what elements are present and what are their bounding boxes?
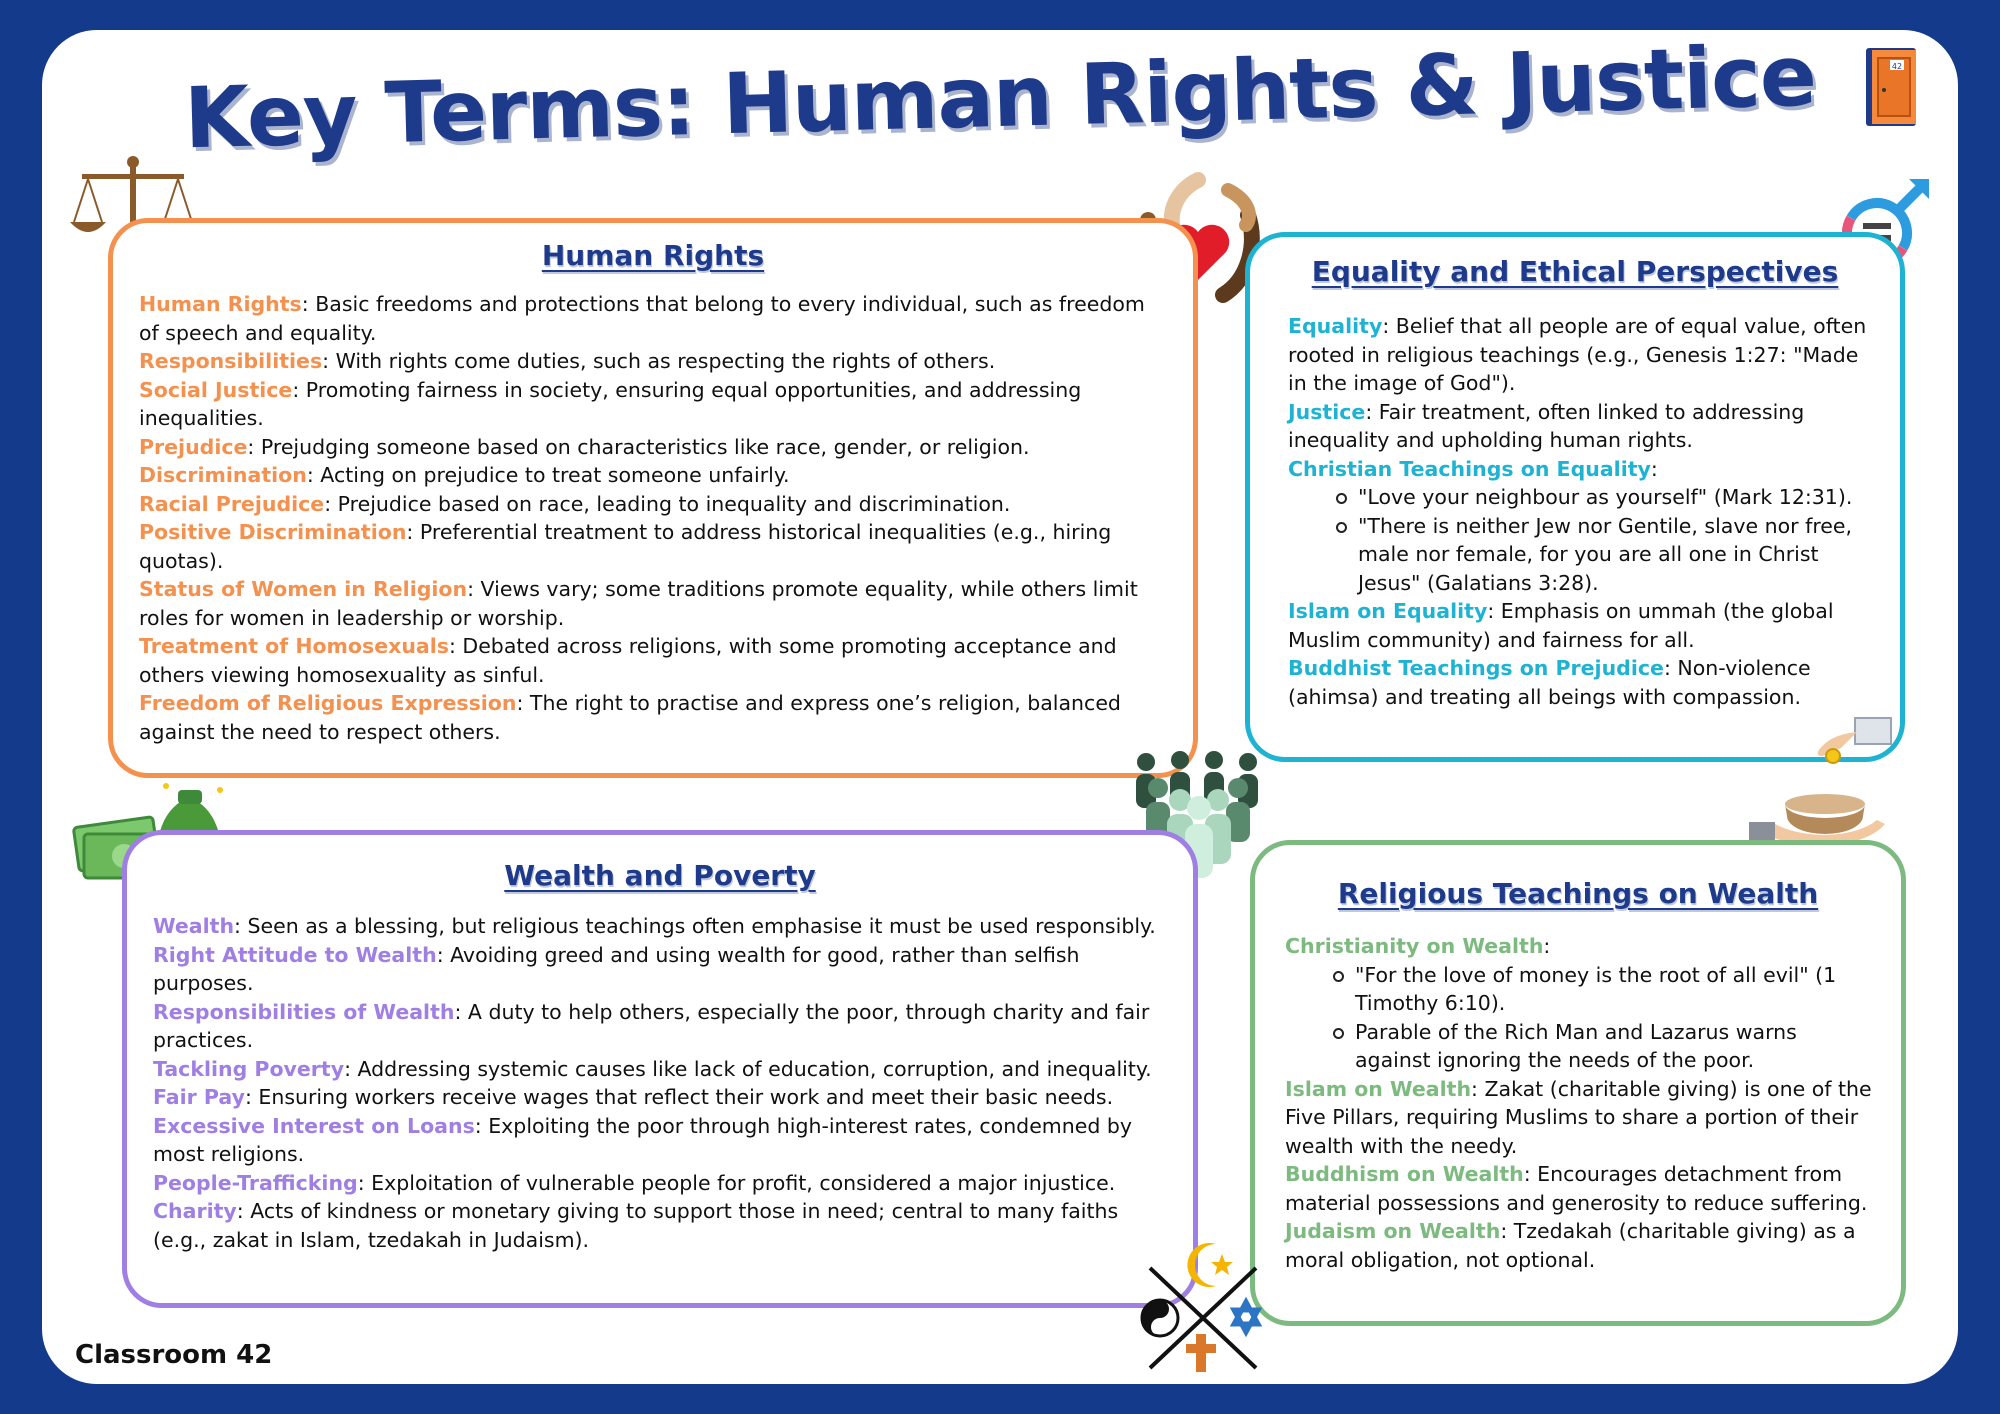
wealth-poverty-heading: Wealth and Poverty [504, 859, 816, 892]
book-label: 42 [1891, 62, 1903, 71]
term-item: Justice: Fair treatment, often linked to addressing inequality and upholding human rights. [1288, 399, 1805, 452]
term-item: Social Justice: Promoting fairness in society, ensuring equal opportunities, and addressing inequalities. [139, 377, 1082, 430]
term-item: Tackling Poverty: Addressing systemic causes like lack of education, corruption, and inequality. [153, 1056, 1152, 1081]
list-item: "Love your neighbour as yourself" (Mark 12:31). [1358, 483, 1874, 512]
list-item: "There is neither Jew nor Gentile, slave nor free, male nor female, for you are all one in Christ Jesus" (Galatians 3:28). [1358, 512, 1874, 598]
term-item: Islam on Equality: Emphasis on ummah (the global Muslim community) and fairness for all. [1288, 599, 1834, 652]
term-item: Positive Discrimination: Preferential treatment to address historical inequalities (e.g., hiring quotas). [139, 520, 1112, 573]
human-rights-panel [108, 218, 1198, 778]
footer-brand: Classroom 42 [75, 1340, 273, 1370]
book-icon [1862, 44, 1922, 132]
human-rights-terms [139, 290, 1163, 746]
term-item: Buddhism on Wealth: Encourages detachment from material possessions and generosity to reduce suffering. [1285, 1162, 1868, 1215]
term-item: Buddhist Teachings on Prejudice: Non-violence (ahimsa) and treating all beings with compassion. [1288, 656, 1811, 709]
term-item: Christianity on Wealth: [1285, 934, 1551, 958]
term-item: Responsibilities of Wealth: A duty to help others, especially the poor, through charity and fair practices. [153, 999, 1150, 1052]
term-item: Equality: Belief that all people are of equal value, often rooted in religious teachings (e.g., Genesis 1:27: "Made in the image of God"). [1288, 314, 1867, 395]
term-item: People-Trafficking: Exploitation of vulnerable people for profit, considered a major injustice. [153, 1170, 1116, 1195]
term-item: Excessive Interest on Loans: Exploiting the poor through high-interest rates, condemned by most religions. [153, 1113, 1133, 1166]
term-item: Human Rights: Basic freedoms and protections that belong to every individual, such as freedom of speech and equality. [139, 292, 1145, 345]
term-item: Wealth: Seen as a blessing, but religious teachings often emphasise it must be used responsibly. [153, 914, 1156, 938]
term-item: Judaism on Wealth: Tzedakah (charitable giving) as a moral obligation, not optional. [1285, 1219, 1856, 1272]
term-item: Freedom of Religious Expression: The right to practise and express one’s religion, balanced against the need to respect others. [139, 691, 1121, 744]
equality-terms [1288, 312, 1874, 711]
human-rights-heading: Human Rights [541, 239, 765, 272]
page-title: Key Terms: Human Rights & Justice [183, 26, 1817, 168]
term-item: Right Attitude to Wealth: Avoiding greed and using wealth for good, rather than selfish purposes. [153, 942, 1080, 995]
term-item: Prejudice: Prejudging someone based on characteristics like race, gender, or religion. [139, 434, 1030, 459]
religious-symbols-icon [1138, 1238, 1268, 1374]
term-item: Islam on Wealth: Zakat (charitable giving) is one of the Five Pillars, requiring Muslims to share a portion of their wealth with the needy. [1285, 1076, 1872, 1158]
wealth-poverty-terms [153, 912, 1169, 1254]
list-item: "For the love of money is the root of all evil" (1 Timothy 6:10). [1355, 961, 1877, 1018]
christian-teachings-list [1288, 483, 1874, 597]
term-item: Racial Prejudice: Prejudice based on race, leading to inequality and discrimination. [139, 491, 1011, 516]
religious-wealth-heading: Religious Teachings on Wealth [1337, 877, 1819, 910]
charity-hands-icon [1745, 712, 1895, 860]
equality-panel [1245, 232, 1905, 762]
equality-heading: Equality and Ethical Perspectives [1311, 255, 1839, 288]
religious-wealth-terms [1285, 932, 1877, 1274]
term-item: Treatment of Homosexuals: Debated across religions, with some promoting acceptance and others viewing homosexuality as sinful. [139, 634, 1117, 687]
religious-wealth-panel [1250, 840, 1906, 1326]
term-item: Christian Teachings on Equality: [1288, 456, 1658, 481]
term-item: Charity: Acts of kindness or monetary giving to support those in need; central to many faiths (e.g., zakat in Islam, tzedakah in Judaism). [153, 1199, 1119, 1252]
term-item: Responsibilities: With rights come duties, such as respecting the rights of others. [139, 349, 996, 373]
list-item: Parable of the Rich Man and Lazarus warns against ignoring the needs of the poor. [1355, 1018, 1877, 1075]
term-item: Status of Women in Religion: Views vary; some traditions promote equality, while others limit roles for women in leadership or worship. [139, 577, 1138, 630]
term-item: Fair Pay: Ensuring workers receive wages that reflect their work and meet their basic needs. [153, 1085, 1114, 1109]
term-item: Discrimination: Acting on prejudice to treat someone unfairly. [139, 463, 790, 487]
wealth-poverty-panel [122, 830, 1198, 1308]
christianity-wealth-list [1285, 961, 1877, 1075]
